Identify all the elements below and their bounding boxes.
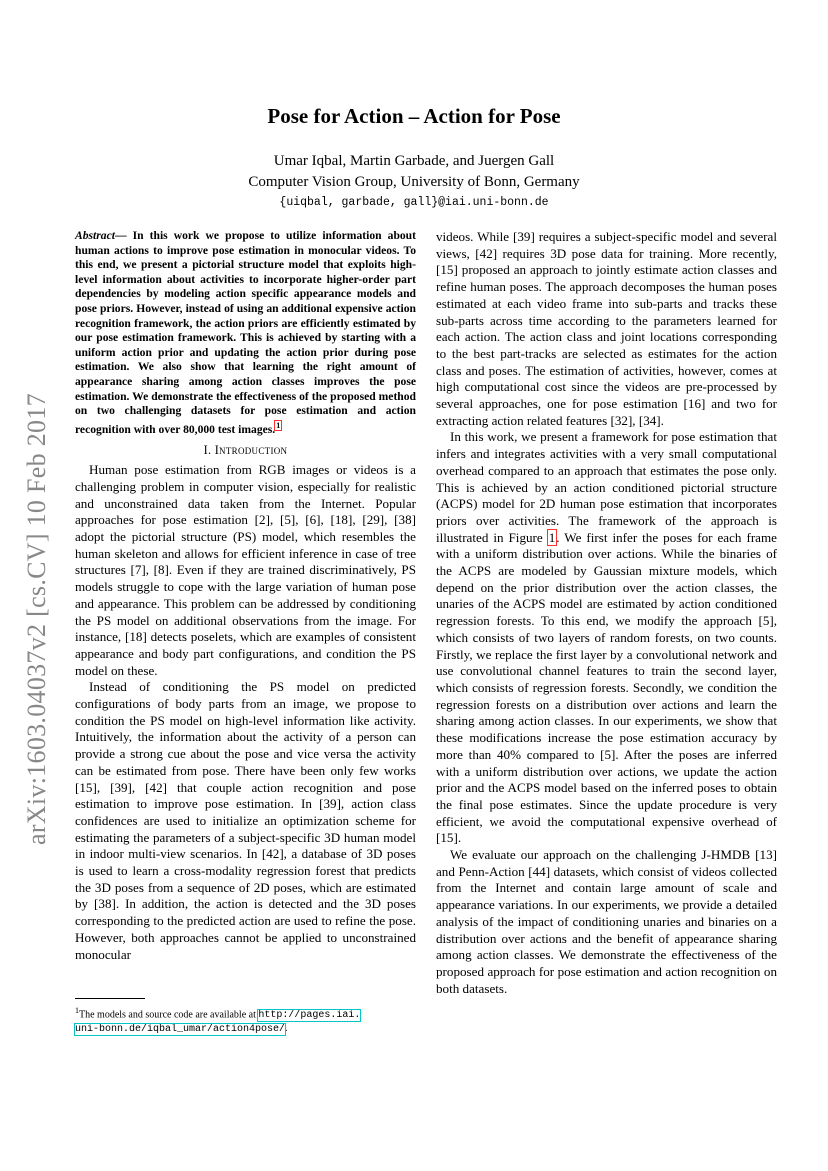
section-title: Introduction	[214, 443, 288, 458]
author-list: Umar Iqbal, Martin Garbade, and Juergen Gall	[273, 153, 555, 169]
abstract-text: In this work we propose to utilize information about human actions to improve pose estimation in monocular videos. To this end, we present a pictorial structure model that exploits high-level information about activities to incorporate higher-order part dependencies by modeling action specific appearance models and pose priors. However, instead of using an additional expensive action recognition framework, the action priors are efficiently estimated by our pose estimation framework. This is achieved by starting with a uniform action prior and updating the action prior during pose estimation. We also show that learning the right amount of appearance sharing among action classes improves the pose estimation. We demonstrate the effectiveness of the proposed method on two challenging datasets for pose estimation and action recognition with over 80,000 test images.	[75, 229, 416, 436]
abstract-dash: —	[114, 229, 127, 242]
source-code-link-continued[interactable]: uni-bonn.de/iqbal_umar/action4pose/	[75, 1024, 286, 1036]
intro-paragraph-1: Human pose estimation from RGB images or videos is a challenging problem in computer vision, especially for realistic and unconstrained data taken from the Internet. Popular approaches for pose estimation [2], [5], [6], [18], [29], [38] adopt the pictorial structure (PS) model, which resembles the human skeleton and allows for efficient inference in case of tree structures [7], [8]. Even if they are trained discriminatively, PS models struggle to cope with the large variation of human pose and appearance. This problem can be addressed by conditioning the PS model on additional observations from the image. For instance, [18] detects poselets, which are examples of consistent appearance and body part configurations, and condition the PS model on these.	[75, 462, 416, 678]
abstract	[75, 229, 416, 437]
intro-paragraph-5: We evaluate our approach on the challenging J-HMDB [13] and Penn-Action [44] datasets, which consist of videos collected from the Internet and contain large amount of scale and appearance variations. In our experiments, we provide a detailed analysis of the impact of conditioning unaries and binaries on a distribution over actions and the benefit of appearance sharing among action classes. We demonstrate the effectiveness of the proposed approach for pose estimation and action recognition on both datasets.	[436, 847, 777, 996]
intro-paragraph-2: Instead of conditioning the PS model on predicted configurations of body parts from an image, we propose to condition the PS model on high-level information like activity. Intuitively, the information about the activity of a person can provide a strong cue about the pose and vice versa the activity can be estimated from pose. There have been only few works [15], [39], [42] that couple action recognition and pose estimation to improve pose estimation. In [39], action class confidences are used to initialize an optimization scheme for estimating the parameters of a subject-specific 3D human model in indoor multi-view scenarios. In [42], a database of 3D poses is used to learn a cross-modality regression forest that predicts the 3D poses from a sequence of 2D poses, which are estimated by [38]. In addition, the action is detected and the 3D poses corresponding to the predicted action are used to refine the pose. However, both approaches cannot be applied to unconstrained monocular	[75, 679, 416, 962]
source-code-link[interactable]: http://pages.iai.	[258, 1010, 361, 1022]
right-column	[436, 229, 777, 997]
intro-paragraph-4	[436, 429, 777, 847]
footnote	[75, 998, 416, 1036]
footnote-text: The models and source code are available at	[79, 1009, 259, 1021]
paper-title: Pose for Action – Action for Pose	[267, 104, 561, 128]
author-emails: {uiqbal, garbade, gall}@iai.uni-bonn.de	[279, 196, 549, 209]
intro-paragraph-3: videos. While [39] requires a subject-specific model and several views, [42] requires 3D pose data for training. More recently, [15] proposed an approach to jointly estimate action classes and refine human poses. The approach decomposes the human poses estimated at each video frame into sub-parts and tracks these sub-parts across time according to the parameters learned for each action. The action class and joint locations corresponding to the best part-tracks are selected as estimates for the action class and poses. The estimation of activities, however, comes at high computational cost since the videos are pre-processed by several approaches, one for pose estimation [16] and two for extracting action related features [32], [34].	[436, 229, 777, 428]
footnote-rule	[75, 998, 145, 999]
footnote-ref-link[interactable]: 1	[276, 420, 281, 430]
footnote-end: .	[285, 1023, 288, 1035]
abstract-label: Abstract	[75, 229, 115, 242]
figure-ref-link[interactable]: 1	[548, 529, 556, 545]
section-heading-introduction	[75, 443, 416, 458]
footnote-marker: 1	[75, 1006, 79, 1015]
section-number: I.	[203, 443, 215, 458]
paragraph-text: . We first infer the poses for each frame with a uniform distribution over actions. While the binaries of the ACPS are modeled by Gaussian mixture models, which depend on the prior distribution over the action classes, the unaries of the ACPS model are estimated by action conditioned regression forests. To this end, we modify the approach [5], which consists of two layers of random forests, on two counts. Firstly, we replace the first layer by a convolutional network and use convolutional channel features to train the second layer, which consists of regression forests. Secondly, we condition the regression forests on a distribution over actions and learn the sharing among action classes. In our experiments, we show that these modifications increase the pose estimation accuracy by more than 40% compared to [5]. After the poses are inferred with a uniform distribution over actions, we update the action prior and the ACPS model based on the inferred poses to obtain the final pose estimates. Since the update procedure is very efficient, we avoid the computational expensive overhead of [15].	[436, 529, 777, 846]
arxiv-identifier: arXiv:1603.04037v2 [cs.CV] 10 Feb 2017	[22, 393, 51, 845]
affiliation: Computer Vision Group, University of Bonn, Germany	[248, 174, 580, 190]
left-column	[75, 229, 416, 963]
paragraph-text: In this work, we present a framework for pose estimation that infers and integrates activities with a very small computational overhead compared to an approach that estimates the pose only. This is achieved by an action conditioned pictorial structure (ACPS) model for 2D human pose estimation that incorporates priors over activities. The framework of the approach is illustrated in Figure	[436, 429, 777, 545]
